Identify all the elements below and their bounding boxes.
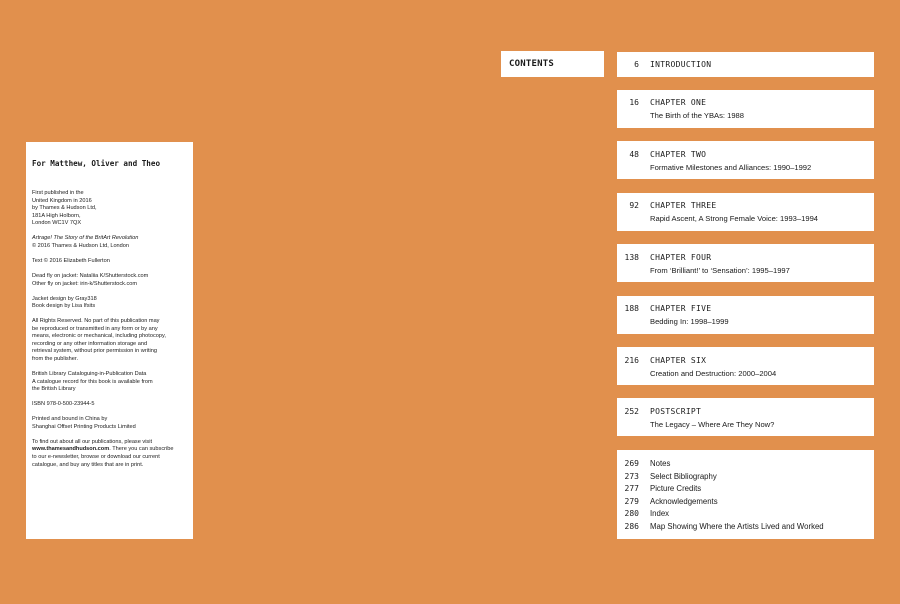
toc-label: Picture Credits <box>650 484 702 493</box>
imprint-line: First published in the <box>32 190 84 196</box>
toc-heading: POSTSCRIPT <box>650 407 702 416</box>
text-credit: Text © 2016 Elizabeth Fullerton <box>32 257 110 264</box>
design-credit: Jacket design by Gray318 <box>32 295 97 302</box>
printer-line: Printed and bound in China by <box>32 416 108 423</box>
toc-page-number: 269 <box>624 459 639 468</box>
toc-label: Acknowledgements <box>650 496 718 506</box>
rights-line: means, electronic or mechanical, including photocopy, <box>32 333 166 340</box>
website-link[interactable]: www.thamesandhudson.com <box>32 446 110 453</box>
toc-label: Map Showing Where the Artists Lived and Worked <box>650 521 824 531</box>
imprint-page <box>26 142 193 539</box>
find-out-cont: . There you can subscribe <box>109 446 174 453</box>
toc-entry-introduction[interactable] <box>617 52 874 77</box>
toc-entry-chapter-two[interactable] <box>617 141 874 179</box>
printer-info <box>32 416 187 431</box>
toc-page-number: 16 <box>629 98 639 107</box>
find-out-line <box>32 446 187 454</box>
toc-entry-chapter-one[interactable] <box>617 90 874 128</box>
find-out-line: To find out about all our publications, please visit <box>32 438 153 445</box>
toc-entry-chapter-five[interactable] <box>617 296 874 334</box>
rights-line: All Rights Reserved. No part of this publication may <box>32 318 160 325</box>
toc-subtitle: From ‘Brilliant!’ to ‘Sensation’: 1995–1997 <box>650 266 790 275</box>
publication-info <box>32 190 187 228</box>
toc-page-number: 279 <box>624 496 639 506</box>
toc-subtitle: Formative Milestones and Alliances: 1990–1992 <box>650 163 812 172</box>
toc-subtitle: Creation and Destruction: 2000–2004 <box>650 369 777 378</box>
toc-subtitle: The Legacy – Where Are They Now? <box>650 420 775 429</box>
fly-credit: Dead fly on jacket: Nataliia K/Shutterstock.com <box>32 272 149 279</box>
toc-page-number: 6 <box>634 60 639 69</box>
toc-label: Index <box>650 509 670 518</box>
toc-page-number: 273 <box>624 471 639 481</box>
toc-heading: CHAPTER TWO <box>650 150 707 159</box>
toc-page-number: 286 <box>624 521 639 531</box>
contents-heading: CONTENTS <box>501 51 604 77</box>
imprint-line: United Kingdom in 2016 <box>32 197 92 204</box>
dedication: For Matthew, Oliver and Theo <box>32 159 161 168</box>
title-copyright <box>32 235 187 250</box>
toc-entry-chapter-six[interactable] <box>617 347 874 385</box>
find-out-line: to our e-newsletter, browse or download our current <box>32 453 160 460</box>
cataloguing-data <box>32 371 187 394</box>
text-credit-block <box>32 258 187 266</box>
toc-page-number: 138 <box>624 253 639 262</box>
toc-heading: CHAPTER ONE <box>650 98 707 107</box>
printer-line: Shanghai Offset Printing Products Limited <box>32 423 136 430</box>
rights-line: from the publisher. <box>32 356 79 363</box>
toc-subtitle: Rapid Ascent, A Strong Female Voice: 1993–1994 <box>650 214 819 223</box>
cataloguing-line: A catalogue record for this book is available from <box>32 378 153 385</box>
toc-label: Notes <box>650 459 671 468</box>
toc-entry-picture-credits[interactable] <box>617 484 874 497</box>
toc-entry-chapter-three[interactable] <box>617 193 874 231</box>
toc-endmatter <box>617 450 874 539</box>
toc-page-number: 188 <box>624 304 639 313</box>
toc-page-number: 48 <box>629 150 639 159</box>
fly-credits <box>32 273 187 288</box>
imprint-line: London WC1V 7QX <box>32 220 82 227</box>
find-out-line: catalogue, and buy any titles that are in print. <box>32 461 144 468</box>
rights-notice <box>32 318 187 364</box>
toc-entry-chapter-four[interactable] <box>617 244 874 282</box>
cataloguing-line: British Library Cataloguing-in-Publication Data <box>32 371 147 378</box>
toc-label: Select Bibliography <box>650 471 717 481</box>
design-credits <box>32 296 187 311</box>
book-title: Artrage! The Story of the BritArt Revolution <box>32 235 139 242</box>
toc-subtitle: Bedding In: 1998–1999 <box>650 317 729 326</box>
toc-entry-map[interactable] <box>617 522 874 535</box>
fly-credit: Other fly on jacket: irin-k/Shutterstock.com <box>32 280 138 287</box>
toc-heading: CHAPTER FOUR <box>650 253 712 262</box>
toc-entry-notes[interactable] <box>617 459 874 472</box>
toc-entry-bibliography[interactable] <box>617 472 874 485</box>
toc-page-number: 280 <box>624 509 639 518</box>
find-out-more <box>32 439 187 469</box>
toc-subtitle: The Birth of the YBAs: 1988 <box>650 111 744 120</box>
toc-page-number: 252 <box>624 407 639 416</box>
toc-entry-postscript[interactable] <box>617 398 874 436</box>
toc-heading: CHAPTER FIVE <box>650 304 712 313</box>
toc-heading: INTRODUCTION <box>650 60 712 69</box>
toc-page-number: 92 <box>629 201 639 210</box>
rights-line: recording or any other information storage and <box>32 340 148 347</box>
toc-page-number: 277 <box>624 484 639 493</box>
toc-heading: CHAPTER THREE <box>650 201 717 210</box>
toc-page-number: 216 <box>624 356 639 365</box>
rights-line: retrieval system, without prior permission in writing <box>32 348 157 355</box>
toc-entry-acknowledgements[interactable] <box>617 497 874 510</box>
design-credit: Book design by Lisa Ifsits <box>32 303 96 310</box>
isbn: ISBN 978-0-500-23944-5 <box>32 401 95 408</box>
toc-heading: CHAPTER SIX <box>650 356 707 365</box>
isbn-block <box>32 401 187 409</box>
imprint-line: 181A High Holborn, <box>32 212 81 219</box>
toc-entry-index[interactable] <box>617 509 874 522</box>
rights-line: be reproduced or transmitted in any form or by any <box>32 325 158 332</box>
imprint-line: by Thames & Hudson Ltd, <box>32 205 97 212</box>
cataloguing-line: the British Library <box>32 386 76 393</box>
copyright-line: © 2016 Thames & Hudson Ltd, London <box>32 242 130 249</box>
